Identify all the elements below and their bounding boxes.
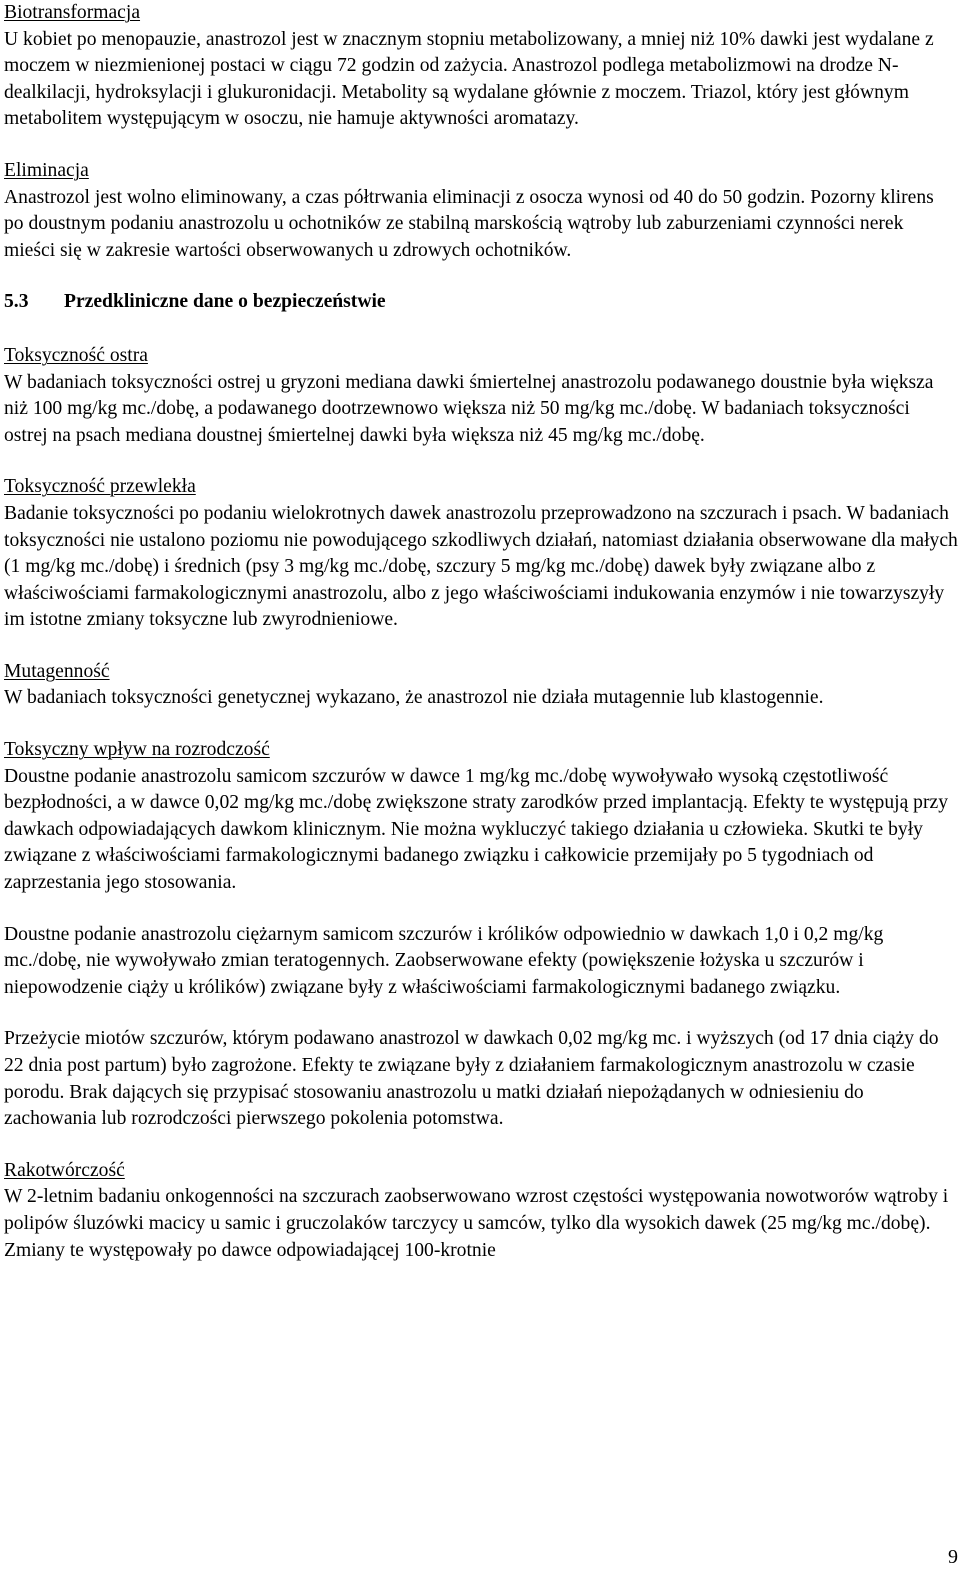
paragraph-rozrodczosc-3: Przeżycie miotów szczurów, którym podawano anastrozol w dawkach 0,02 mg/kg mc. i wyższych (od 17 dnia ciąży do 22 dnia post partum) było zagrożone. Efekty te związane były z działaniem farmakologicznym anastrozolu w czasie porodu. Brak dających się przypisać stosowaniu anastrozolu u matki działań niepożądanych w odniesieniu do zachowania lub rozrodczości pierwszego pokolenia potomstwa.	[4, 1028, 939, 1130]
document-page	[4, 0, 958, 1289]
heading-mutagennosc: Mutagenność	[4, 660, 110, 682]
paragraph-eliminacja: Anastrozol jest wolno eliminowany, a czas półtrwania eliminacji z osocza wynosi od 40 do 50 godzin. Pozorny klirens po doustnym podaniu anastrozolu u ochotników ze stabilną marskością wątroby lub zaburzeniami czynności nerek mieści się w zakresie wartości obserwowanych u zdrowych ochotników.	[4, 186, 934, 261]
heading-eliminacja: Eliminacja	[4, 159, 89, 181]
heading-rakotworczosc: Rakotwórczość	[4, 1159, 125, 1181]
paragraph-mutagennosc: W badaniach toksyczności genetycznej wykazano, że anastrozol nie działa mutagennie lub klastogennie.	[4, 687, 824, 709]
section-mutagennosc	[4, 659, 958, 712]
paragraph-rakotworczosc: W 2-letnim badaniu onkogenności na szczurach zaobserwowano wzrost częstości występowania nowotworów wątroby i polipów śluzówki macicy u samic i gruczolaków tarczycy u samców, tylko dla wysokich dawek (25 mg/kg mc./dobę). Zmiany te występowały po dawce odpowiadającej 100-krotnie	[4, 1186, 949, 1261]
section-title-text: Przedkliniczne dane o bezpieczeństwie	[64, 291, 386, 313]
heading-rozrodczosc: Toksyczny wpływ na rozrodczość	[4, 739, 270, 761]
section-number: 5.3	[4, 291, 29, 313]
section-rakotworczosc	[4, 1158, 958, 1264]
section-toksycznosc-przewlekla	[4, 474, 958, 634]
section-toksycznosc-ostra	[4, 343, 958, 449]
paragraph-toksycznosc-ostra: W badaniach toksyczności ostrej u gryzoni mediana dawki śmiertelnej anastrozolu podawanego doustnie była większa niż 100 mg/kg mc./dobę, a podawanego dootrzewnowo większa niż 50 mg/kg mc./dobę. W badaniach toksyczności ostrej na psach mediana doustnej śmiertelnej dawki była większa niż 45 mg/kg mc./dobę.	[4, 371, 934, 446]
paragraph-rozrodczosc-2: Doustne podanie anastrozolu ciężarnym samicom szczurów i królików odpowiednio w dawkach 1,0 i 0,2 mg/kg mc./dobę, nie wywoływało zmian teratogennych. Zaobserwowane efekty (powiększenie łożyska u szczurów i niepowodzenie ciąży u królików) związane były z właściwościami farmakologicznymi badanego związku.	[4, 923, 884, 998]
heading-toksycznosc-ostra: Toksyczność ostra	[4, 344, 148, 366]
paragraph-biotransformacja: U kobiet po menopauzie, anastrozol jest w znacznym stopniu metabolizowany, a mniej niż 10% dawki jest wydalane z moczem w niezmienionej postaci w ciągu 72 godzin od zażycia. Anastrozol podlega metabolizmowi na drodze N-dealkilacji, hydroksylacji i glukuronidacji. Metabolity są wydalane głównie z moczem. Triazol, który jest głównym metabolitem występującym w osoczu, nie hamuje aktywności aromatazy.	[4, 28, 934, 130]
section-rozrodczosc	[4, 737, 958, 897]
heading-toksycznosc-przewlekla: Toksyczność przewlekła	[4, 476, 196, 498]
section-biotransformacja	[4, 0, 958, 133]
paragraph-rozrodczosc-1: Doustne podanie anastrozolu samicom szczurów w dawce 1 mg/kg mc./dobę wywoływało wysoką częstotliwość bezpłodności, a w dawce 0,02 mg/kg mc./dobę zwiększone straty zarodków przed implantacją. Efekty te występują przy dawkach odpowiadających dawkom klinicznym. Nie można wykluczyć takiego działania u człowieka. Skutki te były związane z właściwościami farmakologicznymi badanego związku i całkowicie przemijały po 5 tygodniach od zaprzestania jego stosowania.	[4, 765, 948, 894]
section-rozrodczosc-2	[4, 922, 958, 1002]
section-title-5-3	[4, 289, 958, 316]
section-rozrodczosc-3	[4, 1026, 958, 1132]
heading-biotransformacja: Biotransformacja	[4, 2, 141, 23]
section-eliminacja	[4, 158, 958, 264]
paragraph-toksycznosc-przewlekla: Badanie toksyczności po podaniu wielokrotnych dawek anastrozolu przeprowadzono na szczurach i psach. W badaniach toksyczności nie ustalono poziomu nie powodującego szkodliwych działań, natomiast działania obserwowane dla małych (1 mg/kg mc./dobę) i średnich (psy 3 mg/kg mc./dobę, szczury 5 mg/kg mc./dobę) dawek były związane albo z właściwościami farmakologicznymi anastrozolu, albo z jego właściwościami indukowania enzymów i nie towarzyszyły im istotne zmiany toksyczne lub zwyrodnieniowe.	[4, 502, 958, 631]
page-number: 9	[948, 1546, 958, 1568]
